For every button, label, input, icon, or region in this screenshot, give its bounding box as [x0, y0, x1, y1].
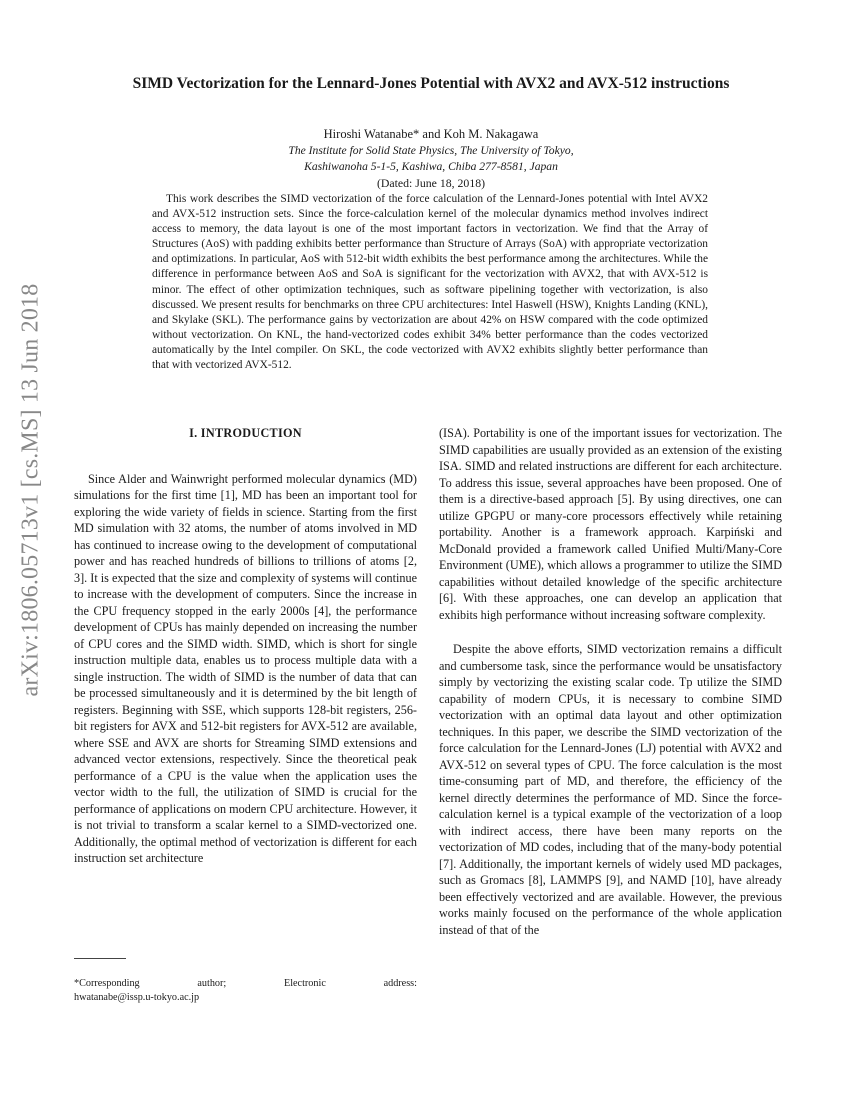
- intro-paragraph-1: Since Alder and Wainwright performed molecular dynamics (MD) simulations for the first time [1], MD has been an important tool for exploring the wide variety of fields in science. Starting from the first MD simulation with 32 atoms, the number of atoms involved in MD has continued to increase owing to the development of computational power and has reached hundreds of billions to trillions of atoms [2, 3]. It is expected that the size and complexity of systems will continue to increase with the development of computers. Since the increase in the CPU frequency stopped in the early 2000s [4], the performance development of CPUs has mainly depended on increasing the number of CPU cores and the SIMD width. SIMD, which is short for single instruction multiple data, enables us to process multiple data with a single instruction. The width of SIMD is the number of data that can be processed simultaneously and it is determined by the bit length of registers. Beginning with SSE, which supports 128-bit registers, 256-bit registers for AVX and 512-bit registers for AVX-512 are available, where SSE and AVX are shorts for Streaming SIMD extensions and advanced vector extensions, respectively. Since the theoretical peak performance of a CPU is the value when the application uses the vector width to the full, the utilization of SIMD is crucial for the performance of applications on modern CPU architecture. However, it is not trivial to transform a scalar kernel to a SIMD-vectorized one. Additionally, the optimal method of vectorization is different for each instruction set architecture: [74, 471, 417, 865]
- section-heading-introduction: I. INTRODUCTION: [189, 426, 302, 440]
- footnote-author: author;: [197, 978, 227, 989]
- footnote-line-1: [74, 977, 417, 991]
- footnote-email[interactable]: hwatanabe@issp.u-tokyo.ac.jp: [74, 992, 200, 1003]
- footnote: [74, 977, 417, 1005]
- paper-title: SIMD Vectorization for the Lennard-Jones Potential with AVX2 and AVX-512 instructions: [132, 75, 730, 92]
- footnote-electronic: Electronic: [283, 978, 326, 989]
- intro-paragraph-2: Despite the above efforts, SIMD vectorization remains a difficult and cumbersome task, since the performance would be unsatisfactory simply by vectorizing the existing scalar code. Tp utilize the SIMD capability of modern CPUs, it is necessary to combine SIMD vectorization with an optimal data layout and other optimization techniques. In this paper, we describe the SIMD vectorization of the force calculation for the Lennard-Jones (LJ) potential with AVX2 and AVX-512 on several types of CPU. The force calculation is the most time-consuming part of MD, and therefore, the efficiency of the kernel directly determines the performance of MD. Since the force-calculation kernel is a typical example of the vectorization of a loop with indirect access, there have been many reports on the vectorization of MD codes, including that of the many-body potential [7]. Additionally, the important kernels of widely used MD packages, such as Gromacs [8], LAMMPS [9], and NAMD [10], have already been effectively vectorized and are available. However, the previous works mainly focused on the performance of the whole application instead of that of the: [439, 642, 782, 937]
- footnote-divider: [74, 958, 126, 959]
- intro-paragraph-1-continued: (ISA). Portability is one of the important issues for vectorization. The SIMD capabilities are usually provided as an extension of the existing ISA. SIMD and related instructions are different for each architecture. To address this issue, several approaches have been proposed. One of them is a directive-based approach [5]. By using directives, one can utilize GPGPU or many-core processors effectively while retaining portability. Another is a framework approach. Karpiński and McDonald provided a framework called Unified Multi/Many-Core Environment (UME), which allows a programmer to utilize the SIMD capabilities without detailed knowledge of the specific architecture [6]. With these approaches, one can develop an application that exhibits high performance without increasing software complexity.: [439, 426, 782, 622]
- footnote-corresponding: *Corresponding: [74, 978, 140, 989]
- arxiv-identifier-stamp: [6, 230, 56, 750]
- footnote-address: address:: [383, 978, 417, 989]
- left-column: [74, 425, 417, 867]
- affiliation-line-1: The Institute for Solid State Physics, The University of Tokyo,: [288, 144, 574, 157]
- right-column: [439, 425, 782, 938]
- abstract: This work describes the SIMD vectorization of the force calculation of the Lennard-Jones potential with Intel AVX2 and AVX-512 instruction sets. Since the force-calculation kernel of the molecular dynamics method involves indirect access to memory, the data layout is one of the most important factors in vectorization. We find that the Array of Structures (AoS) with padding exhibits better performance than Structure of Arrays (SoA) with appropriate vectorization and optimizations. In particular, AoS with 512-bit width exhibits the best performance among the architectures. While the difference in performance between AoS and SoA is significant for the vectorization with AVX2, that with AVX-512 is minor. The effect of other optimization techniques, such as software pipelining together with vectorization, is also discussed. We present results for benchmarks on three CPU architectures: Intel Haswell (HSW), Knights Landing (KNL), and Skylake (SKL). The performance gains by vectorization are about 42% on HSW compared with the code optimized without vectorization. On KNL, the hand-vectorized codes exhibit 34% better performance than the codes vectorized automatically by the Intel compiler. On SKL, the code vectorized with AVX2 exhibits slightly better performance than that with vectorized AVX-512.: [152, 193, 708, 372]
- affiliation-line-2: Kashiwanoha 5-1-5, Kashiwa, Chiba 277-8581, Japan: [304, 160, 558, 173]
- author-list: Hiroshi Watanabe* and Koh M. Nakagawa: [323, 127, 539, 141]
- date-line: (Dated: June 18, 2018): [376, 176, 486, 190]
- affiliation: [95, 143, 767, 175]
- arxiv-id-text: arXiv:1806.05713v1 [cs.MS] 13 Jun 2018: [17, 283, 44, 697]
